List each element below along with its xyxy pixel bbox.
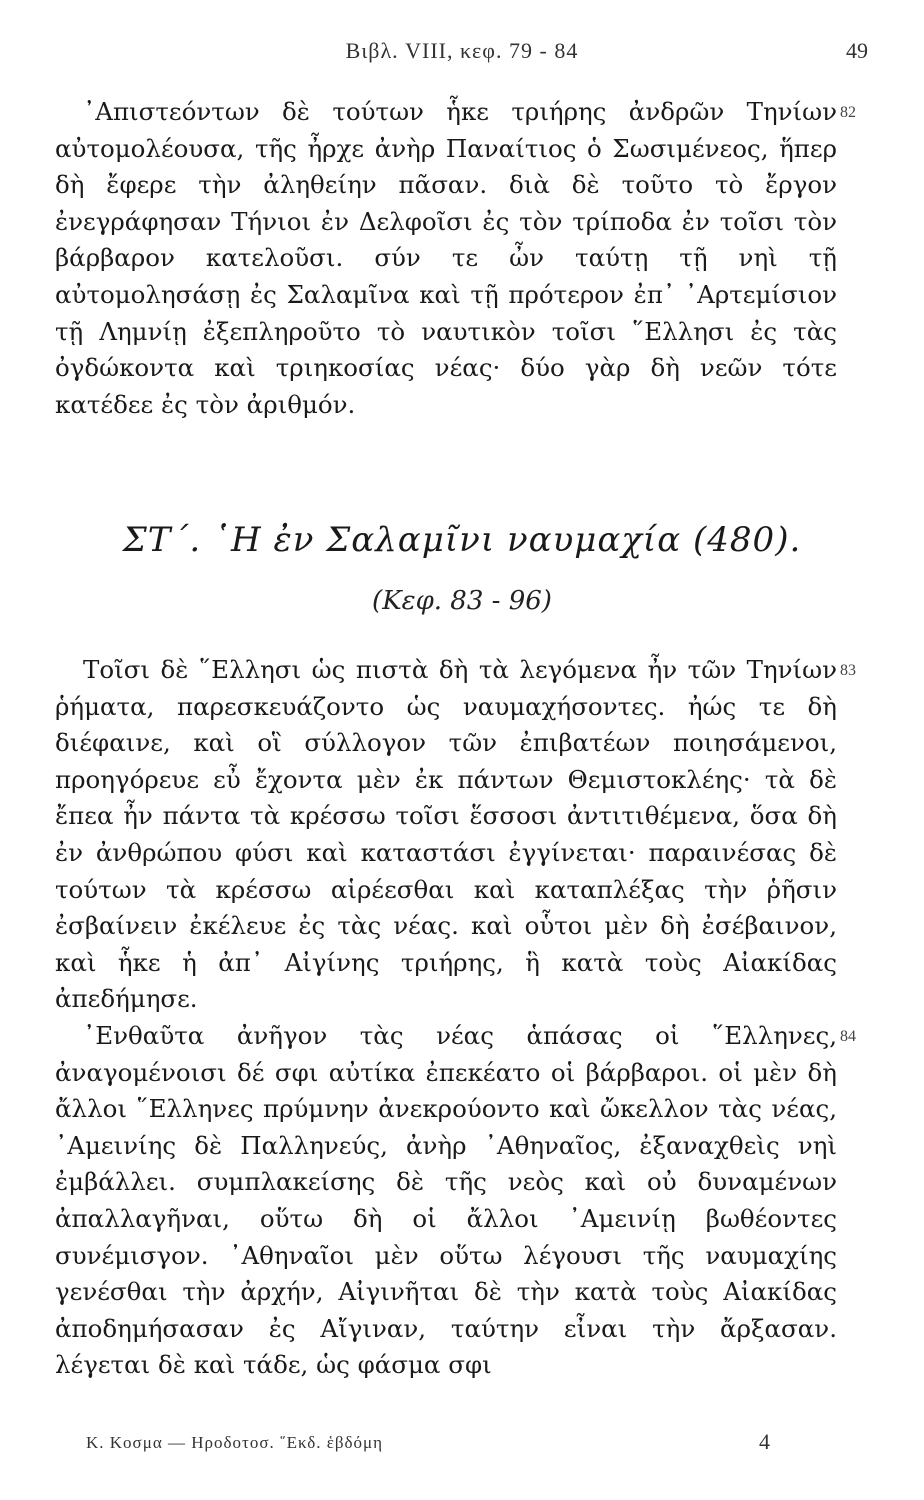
paragraph-text: ᾿Ενθαῦτα ἀνῆγον τὰς νέας ἁπάσας οἱ ῞Ελληνες, ἀναγομένοισι δέ σφι αὐτίκα ἐπεκέατο οἱ βάρβαροι. οἱ μὲν δὴ ἄλλοι ῞Ελληνες πρύμνην ἀνεκρούοντο καὶ ὤκελλον τὰς νέας, ᾿Αμεινίης δὲ Παλληνεύς, ἀνὴρ ᾿Αθηναῖος, ἐξαναχθεὶς νηὶ ἐμβάλλει. συμπλακείσης δὲ τῆς νεὸς καὶ οὐ δυναμένων ἀπαλλαγῆναι, οὕτω δὴ οἱ ἄλλοι ᾿Αμεινίῃ βωθέοντες συνέμισγον. ᾿Αθηναῖοι μὲν οὕτω λέγουσι τῆς ναυμαχίης γενέσθαι τὴν ἀρχήν, Αἰγινῆται δὲ τὴν κατὰ τοὺς Αἰακίδας ἀποδημήσασαν ἐς Αἴγιναν, ταύτην εἶναι τὴν ἄρξασαν. λέγεται δὲ καὶ τάδε, ὡς φάσμα σφι [55, 1021, 837, 1380]
margin-number-82: 82 [840, 104, 856, 121]
signature-mark: 4 [759, 1429, 770, 1454]
running-title: Βιβλ. VIII, κεφ. 79 - 84 [345, 38, 579, 63]
paragraph-84 [55, 1018, 837, 1384]
section-title: ΣΤ΄. ῾Η ἐν Σαλαμῖνι ναυμαχία (480). [122, 520, 802, 560]
margin-number-83: 83 [840, 662, 856, 679]
paragraph-82 [55, 94, 837, 423]
section-subtitle: (Κεφ. 83 - 96) [372, 586, 552, 616]
margin-number-84: 84 [840, 1028, 856, 1045]
page-number: 49 [846, 38, 868, 63]
paragraph-text: ᾿Απιστεόντων δὲ τούτων ἧκε τριήρης ἀνδρῶν Τηνίων αὐτομολέουσα, τῆς ἦρχε ἀνὴρ Παναίτιος ὁ Σωσιμένεος, ἥπερ δὴ ἔφερε τὴν ἀληθείην πᾶσαν. διὰ δὲ τοῦτο τὸ ἔργον ἐνεγράφησαν Τήνιοι ἐν Δελφοῖσι ἐς τὸν τρίποδα ἐν τοῖσι τὸν βάρβαρον κατελοῦσι. σύν τε ὦν ταύτῃ τῇ νηὶ τῇ αὐτομολησάσῃ ἐς Σαλαμῖνα καὶ τῇ πρότερον ἐπ᾿ ᾿Αρτεμίσιον τῇ Λημνίῃ ἐξεπληροῦτο τὸ ναυτικὸν τοῖσι ῞Ελλησι ἐς τὰς ὀγδώκοντα καὶ τριηκοσίας νέας· δύο γὰρ δὴ νεῶν τότε κατέδεε ἐς τὸν ἀριθμόν. [55, 97, 837, 419]
paragraph-text: Τοῖσι δὲ ῞Ελλησι ὡς πιστὰ δὴ τὰ λεγόμενα ἦν τῶν Τηνίων ῥήματα, παρεσκευάζοντο ὡς ναυμαχήσοντες. ἠώς τε δὴ διέφαινε, καὶ οἳ σύλλογον τῶν ἐπιβατέων ποιησάμενοι, προηγόρευε εὖ ἔχοντα μὲν ἐκ πάντων Θεμιστοκλέης· τὰ δὲ ἔπεα ἦν πάντα τὰ κρέσσω τοῖσι ἕσσοσι ἀντιτιθέμενα, ὅσα δὴ ἐν ἀνθρώπου φύσι καὶ καταστάσι ἐγγίνεται· παραινέσας δὲ τούτων τὰ κρέσσω αἱρέεσθαι καὶ καταπλέξας τὴν ῥῆσιν ἐσβαίνειν ἐκέλευε ἐς τὰς νέας. καὶ οὗτοι μὲν δὴ ἐσέβαινον, καὶ ἧκε ἡ ἀπ᾿ Αἰγίνης τριήρης, ἣ κατὰ τοὺς Αἰακίδας ἀπεδήμησε. [55, 655, 837, 1014]
page-footer [86, 1429, 786, 1463]
paragraph-83 [55, 652, 837, 1018]
page-header [0, 38, 924, 78]
imprint-line: Κ. Κοσμα — Ηροδοτοσ. ῞Εκδ. ἑβδόμη [86, 1433, 384, 1452]
